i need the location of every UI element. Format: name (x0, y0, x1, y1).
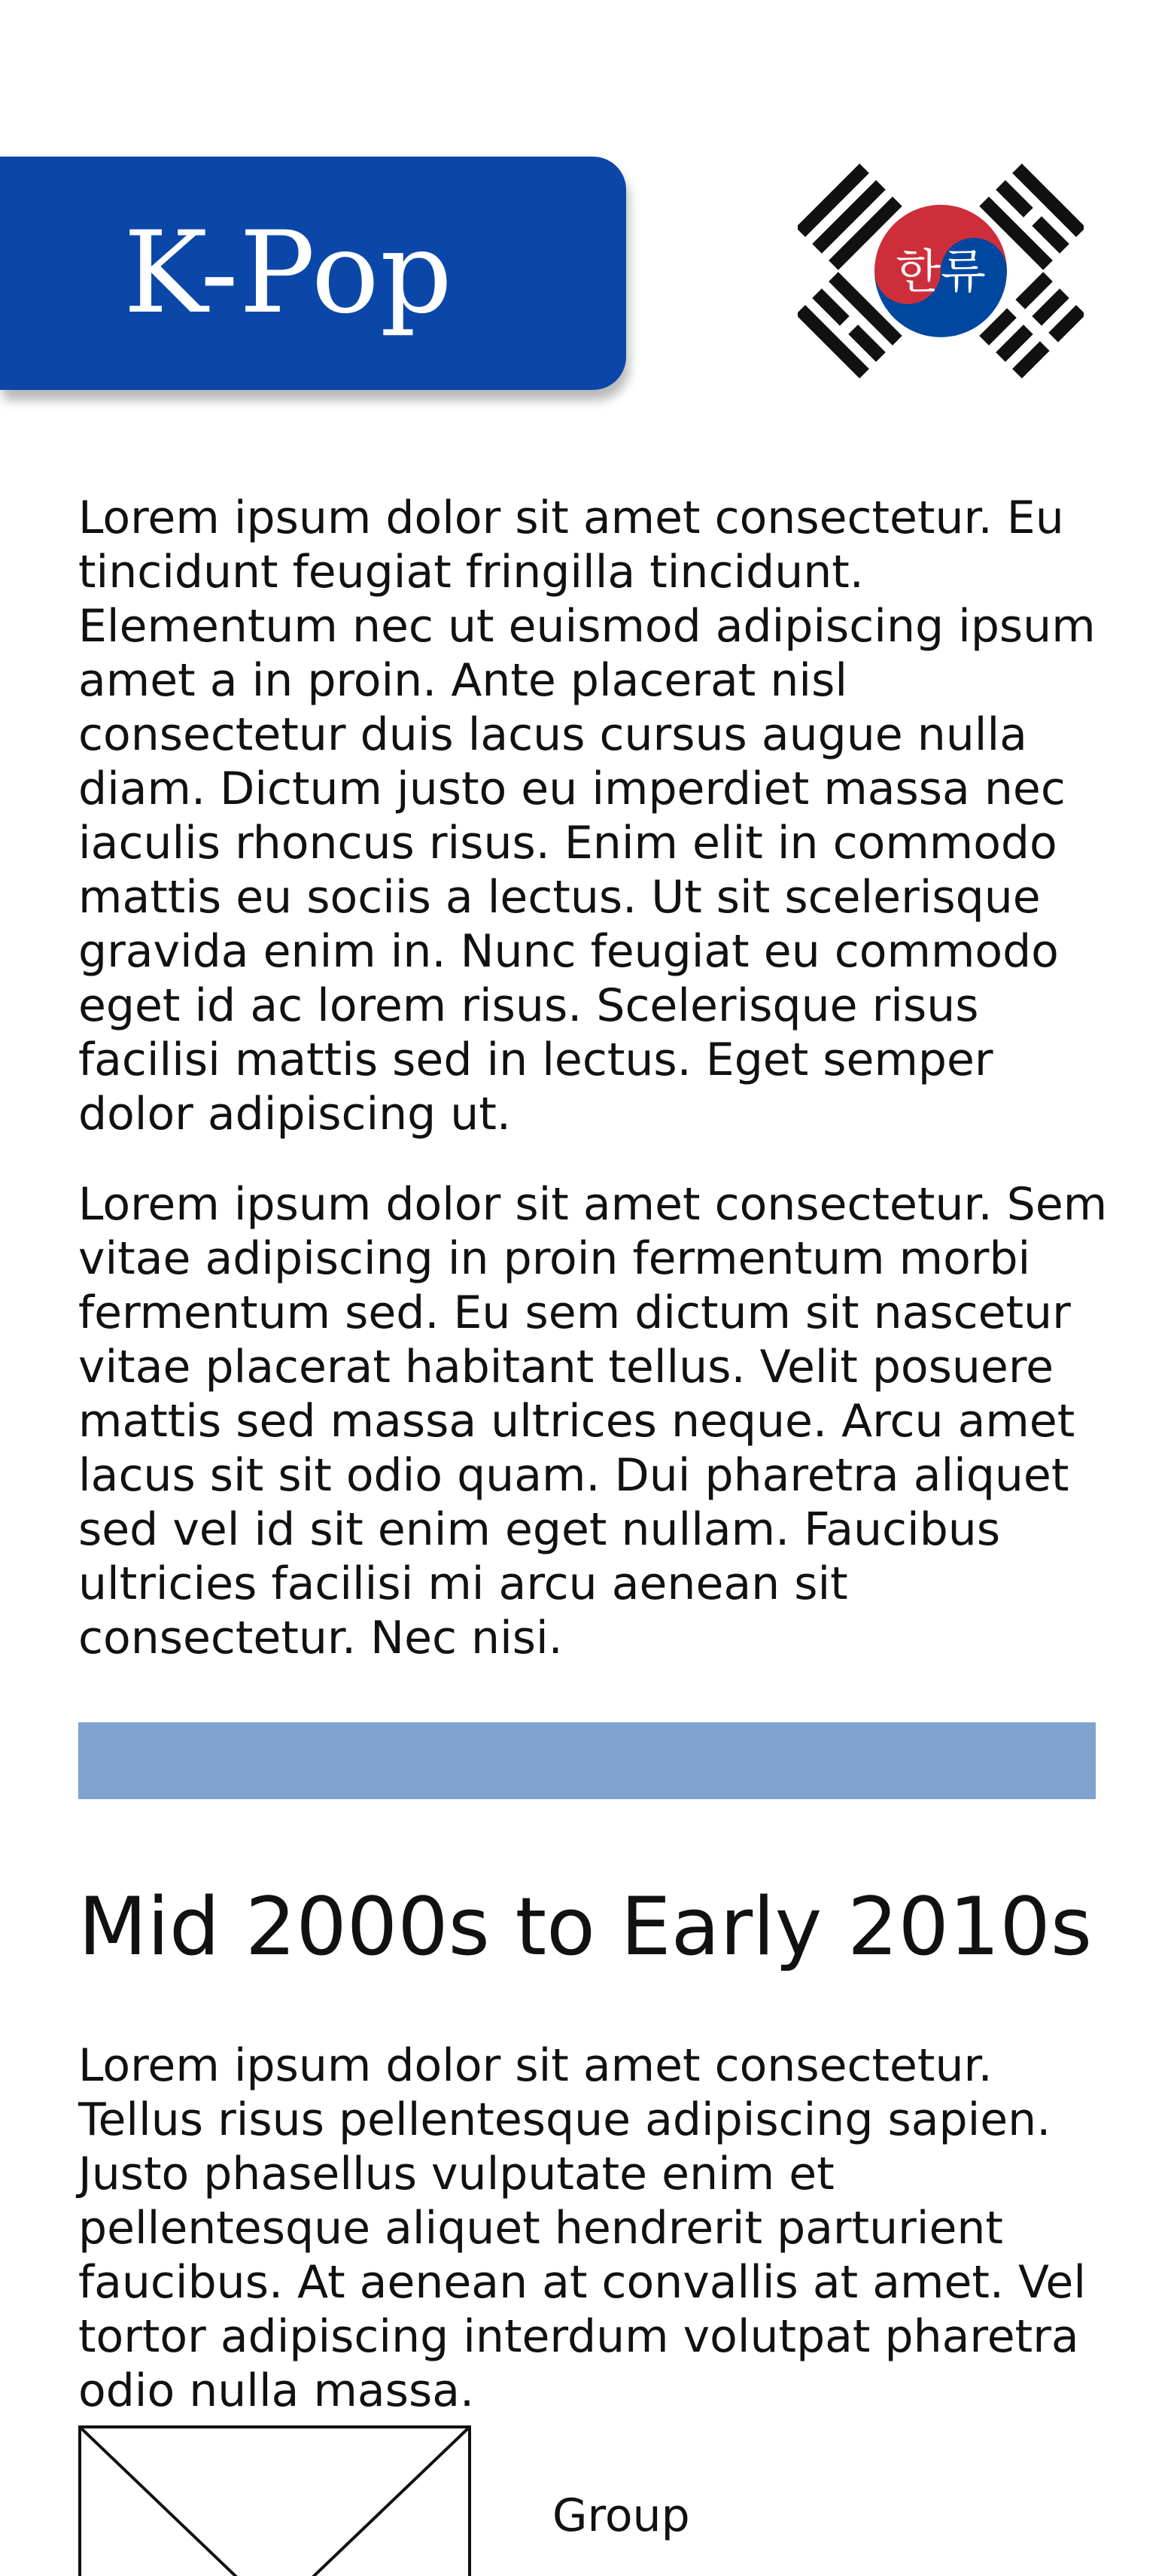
page-title: K-Pop (123, 208, 454, 339)
intro-paragraph-2: Lorem ipsum dolor sit amet consectetur. Sem vitae adipiscing in proin fermentum morbi fermentum sed. Eu sem dictum sit nascetur vitae placerat habitant tellus. Velit posuere mattis sed massa ultrices neque. Arcu amet lacus sit sit odio quam. Dui pharetra aliquet sed vel id sit enim eget nullam. Faucibus ultricies facilisi mi arcu aenean sit consectetur. Nec nisi. (78, 1178, 1108, 1664)
logo-text: 한류 (896, 244, 986, 299)
section-heading: Mid 2000s to Early 2010s (78, 1880, 1093, 1973)
section-paragraph: Lorem ipsum dolor sit amet consectetur. Tellus risus pellentesque adipiscing sapien. Justo phasellus vulputate enim et pellentesque aliquet hendrerit parturient faucibus. At aenean at convallis at amet. Vel tortor adipiscing interdum volutpat pharetra odio nulla massa. (78, 2039, 1087, 2417)
image-placeholder-icon (78, 2425, 471, 2576)
korean-flag-hallyu-icon (798, 158, 1084, 384)
intro-paragraph-1: Lorem ipsum dolor sit amet consectetur. Eu tincidunt feugiat fringilla tincidunt. Elementum nec ut euismod adipiscing ipsum amet a in proin. Ante placerat nisl consectetur duis lacus cursus augue nulla diam. Dictum justo eu imperdiet massa nec iaculis rhoncus risus. Enim elit in commodo mattis eu sociis a lectus. Ut sit scelerisque gravida enim in. Nunc feugiat eu commodo eget id ac lorem risus. Scelerisque risus facilisi mattis sed in lectus. Eget semper dolor adipiscing ut. (78, 492, 1096, 1140)
media-caption: Group (552, 2489, 690, 2542)
section-divider (78, 1722, 1096, 1799)
